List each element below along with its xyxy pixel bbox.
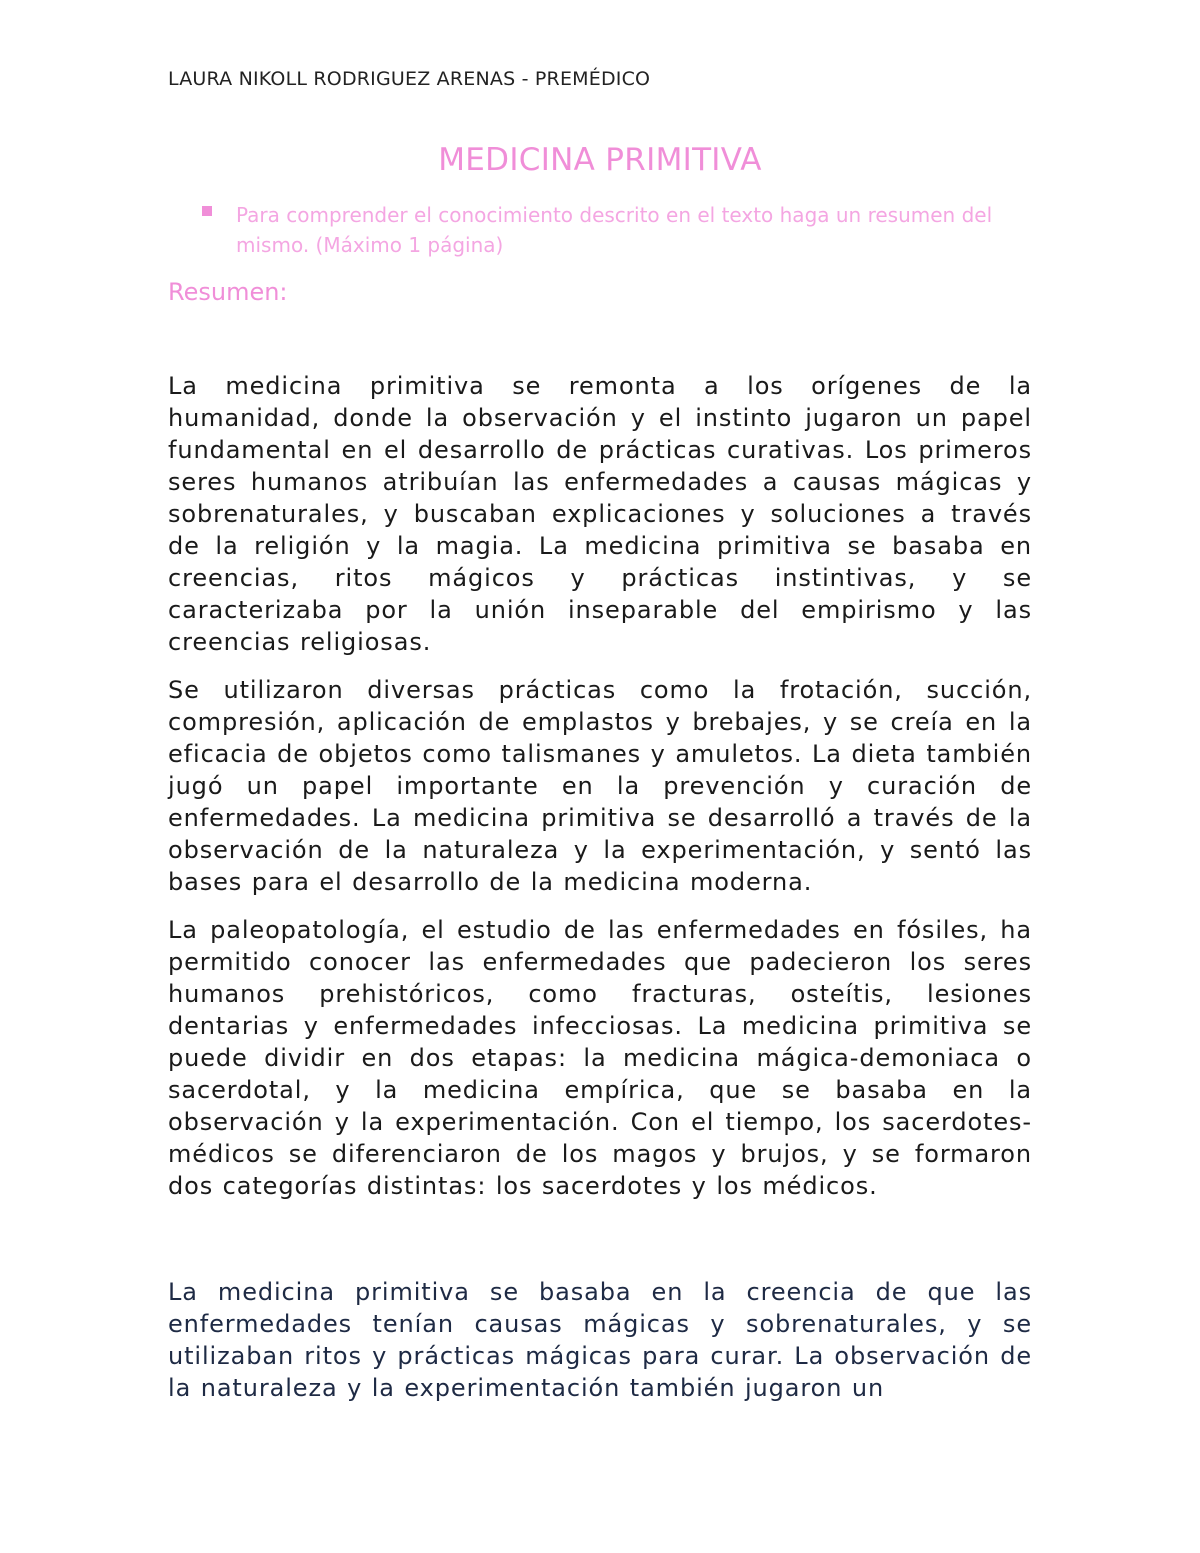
document-title: MEDICINA PRIMITIVA [438,142,762,178]
paragraph: La medicina primitiva se basaba en la creencia de que las enfermedades tenían causas mágicas y sobrenaturales, y se utilizaban ritos y prácticas mágicas para curar. La observación de la naturaleza y la experimentación también jugaron un [168,1278,1032,1402]
paragraph: La medicina primitiva se remonta a los orígenes de la humanidad, donde la observación y el instinto jugaron un papel fundamental en el desarrollo de prácticas curativas. Los primeros seres humanos atribuían las enfermedades a causas mágicas y sobrenaturales, y buscaban explicaciones y soluciones a través de la religión y la magia. La medicina primitiva se basaba en creencias, ritos mágicos y prácticas instintivas, y se caracterizaba por la unión inseparable del empirismo y las creencias religiosas. [168,372,1032,656]
instruction-text: Para comprender el conocimiento descrito en el texto haga un resumen del mismo. (Máximo 1 página) [236,203,993,257]
square-bullet-icon [202,206,212,216]
paragraph: La paleopatología, el estudio de las enfermedades en fósiles, ha permitido conocer las enfermedades que padecieron los seres humanos prehistóricos, como fracturas, osteítis, lesiones dentarias y enfermedades infecciosas. La medicina primitiva se puede dividir en dos etapas: la medicina mágica-demoniaca o sacerdotal, y la medicina empírica, que se basaba en la observación y la experimentación. Con el tiempo, los sacerdotes-médicos se diferenciaron de los magos y brujos, y se formaron dos categorías distintas: los sacerdotes y los médicos. [168,916,1032,1200]
author-header: LAURA NIKOLL RODRIGUEZ ARENAS - PREMÉDICO [168,68,651,90]
paragraph: Se utilizaron diversas prácticas como la frotación, succión, compresión, aplicación de emplastos y brebajes, y se creía en la eficacia de objetos como talismanes y amuletos. La dieta también jugó un papel importante en la prevención y curación de enfermedades. La medicina primitiva se desarrolló a través de la observación de la naturaleza y la experimentación, y sentó las bases para el desarrollo de la medicina moderna. [168,676,1032,896]
section-heading: Resumen: [168,278,288,306]
instruction-bullet [202,200,1032,260]
